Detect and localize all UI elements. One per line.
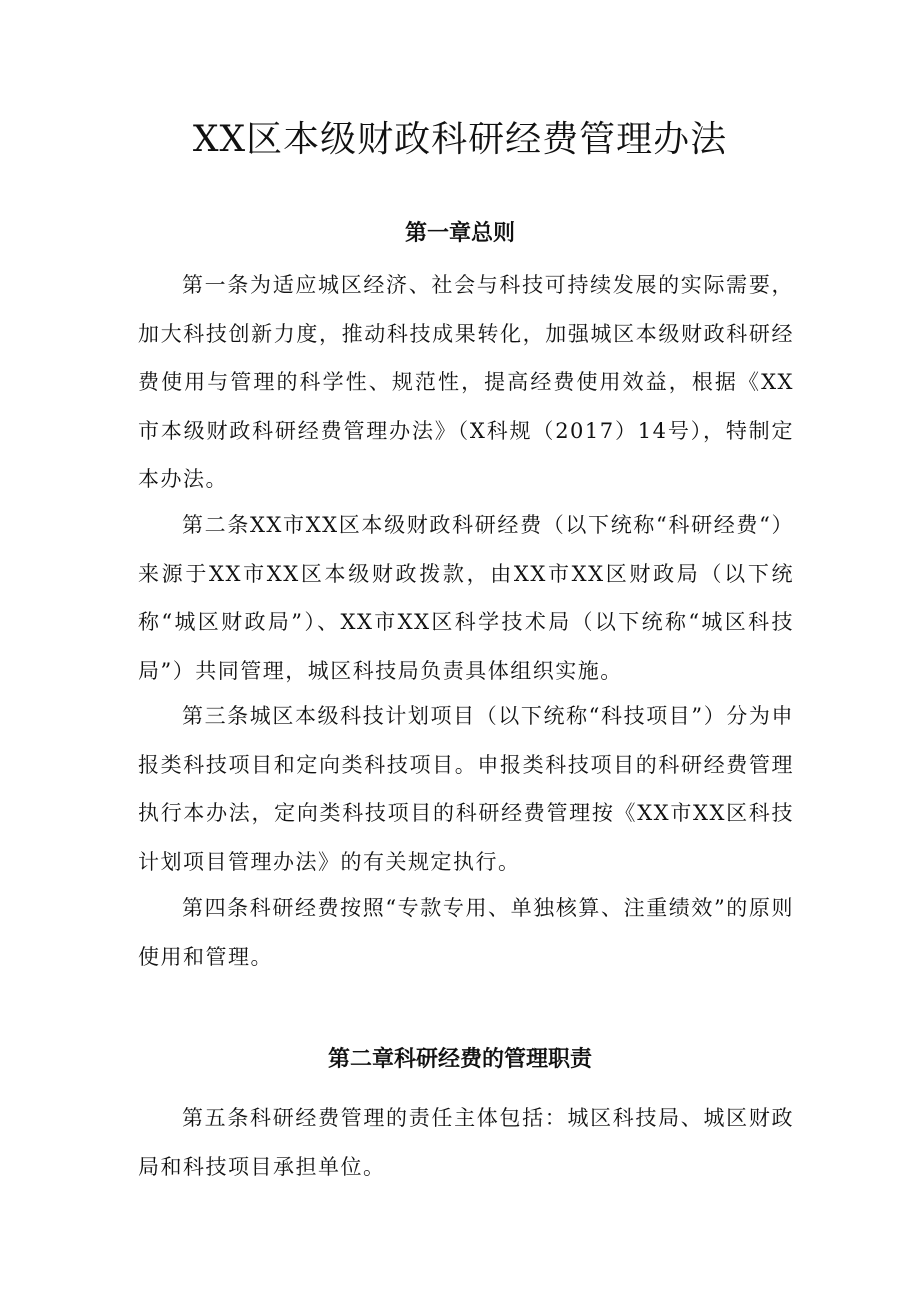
chapter-1-heading: 第一章总则	[404, 221, 515, 246]
article-3-paragraph: 第三条城区本级科技计划项目（以下统称“科技项目”）分为申报类科技项目和定向类科技项目。申报类科技项目的科研经费管理执行本办法，定向类科技项目的科研经费管理按《XX市XX区科技计划项目管理办法》的有关规定执行。	[138, 704, 794, 874]
article-2-paragraph: 第二条XX市XX区本级财政科研经费（以下统称“科研经费“）来源于XX市XX区本级财政拨款，由XX市XX区财政局（以下统称“城区财政局”）、XX市XX区科学技术局（以下统称“城区科技局”）共同管理，城区科技局负责具体组织实施。	[138, 513, 794, 683]
chapter-2-heading: 第二章科研经费的管理职责	[327, 1047, 592, 1072]
document-title: XX区本级财政科研经费管理办法	[192, 119, 728, 160]
article-1-paragraph: 第一条为适应城区经济、社会与科技可持续发展的实际需要，加大科技创新力度，推动科技成果转化，加强城区本级财政科研经费使用与管理的科学性、规范性，提高经费使用效益，根据《XX市本级财政科研经费管理办法》（X科规（2017）14号），特制定本办法。	[138, 273, 794, 492]
article-5-paragraph: 第五条科研经费管理的责任主体包括：城区科技局、城区财政局和科技项目承担单位。	[138, 1106, 794, 1179]
article-4-paragraph: 第四条科研经费按照“专款专用、单独核算、注重绩效”的原则使用和管理。	[138, 896, 794, 969]
